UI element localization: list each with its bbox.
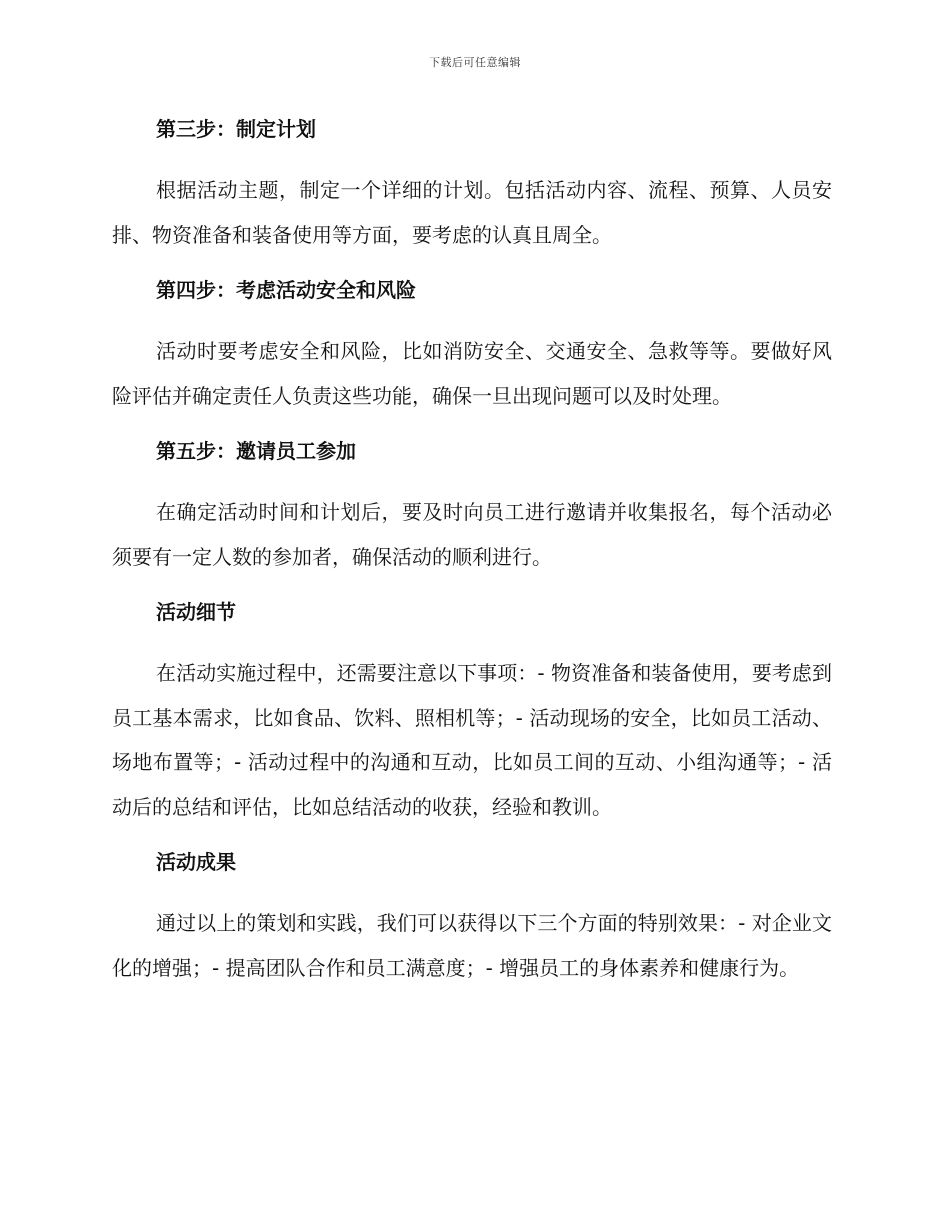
section-text-step-4: 活动时要考虑安全和风险，比如消防安全、交通安全、急救等等。要做好风险评估并确定责任人负责这些功能，确保一旦出现问题可以及时处理。 (112, 339, 832, 408)
header-note: 下载后可任意编辑 (429, 56, 521, 69)
section-heading-step-4: 第四步：考虑活动安全和风险 (156, 278, 416, 302)
section-heading-activity-details: 活动细节 (156, 600, 236, 624)
section-text-activity-results: 通过以上的策划和实践，我们可以获得以下三个方面的特别效果：- 对企业文化的增强；- 提高团队合作和员工满意度；- 增强员工的身体素养和健康行为。 (112, 911, 832, 980)
section-text-step-5: 在确定活动时间和计划后，要及时向员工进行邀请并收集报名，每个活动必须要有一定人数的参加者，确保活动的顺利进行。 (112, 500, 832, 569)
document-body (112, 112, 832, 990)
section-heading-step-5: 第五步：邀请员工参加 (156, 439, 356, 463)
section-heading-activity-results: 活动成果 (156, 850, 236, 874)
section-text-step-3: 根据活动主题，制定一个详细的计划。包括活动内容、流程、预算、人员安排、物资准备和装备使用等方面，要考虑的认真且周全。 (112, 178, 832, 247)
section-heading-step-3: 第三步：制定计划 (156, 117, 316, 141)
section-text-activity-details: 在活动实施过程中，还需要注意以下事项：- 物资准备和装备使用，要考虑到员工基本需求，比如食品、饮料、照相机等；- 活动现场的安全，比如员工活动、场地布置等；- 活动过程中的沟通和互动，比如员工间的互动、小组沟通等；- 活动后的总结和评估，比如总结活动的收获，经验和教训。 (112, 661, 832, 819)
